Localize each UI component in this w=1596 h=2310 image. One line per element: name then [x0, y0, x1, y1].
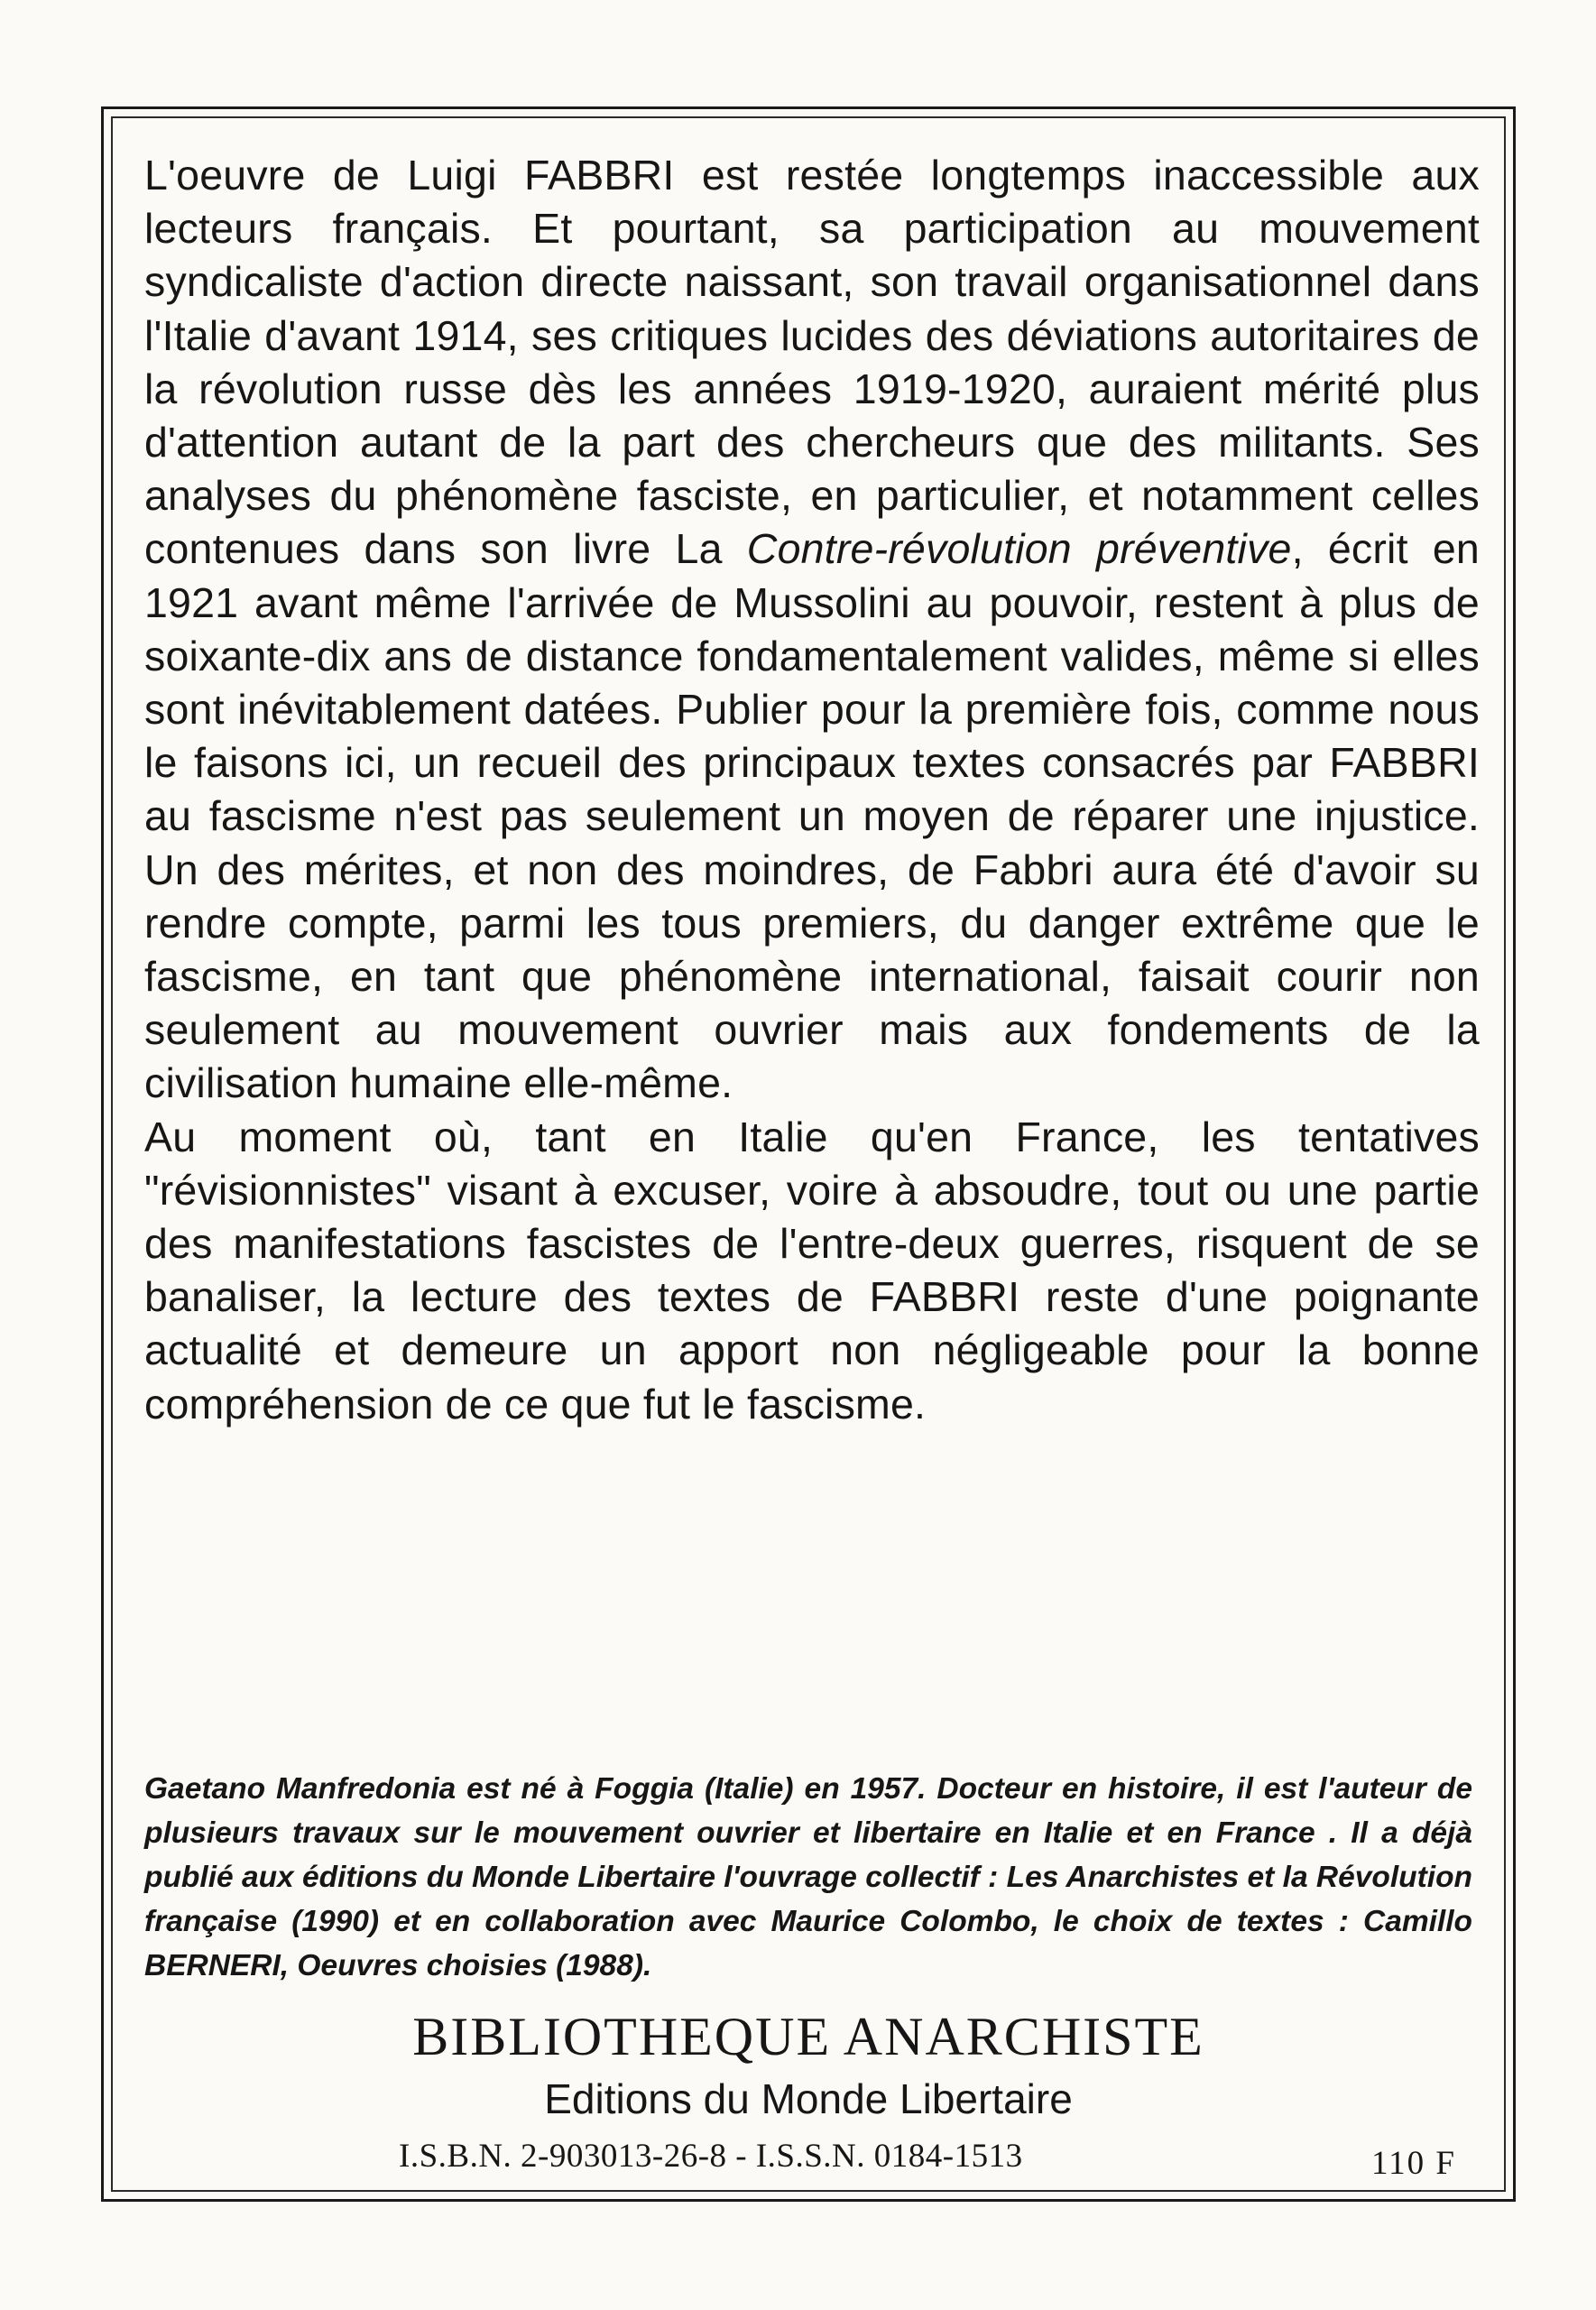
blurb-paragraph-2: Au moment où, tant en Italie qu'en France, les tentatives "révisionnistes" visant à excuser, voire à absoudre, tout ou une partie des manifestations fascistes de l'entre-deux guerres, risquent de se banaliser, la lecture des textes de FABBRI reste d'une poignante actualité et demeure un apport non négligeable pour la bonne compréhension de ce que fut le fascisme.: [144, 1113, 1480, 1428]
blurb-paragraph-1-start: L'oeuvre de Luigi FABBRI est restée longtemps inaccessible aux lecteurs français. Et pourtant, sa participation au mouvement syndicaliste d'action directe naissant, son travail organisationnel dans l'Italie d'avant 1914, ses critiques lucides des déviations autoritaires de la révolution russe dès les années 1919-1920, auraient mérité plus d'attention autant de la part des chercheurs que des militants. Ses analyses du phénomène fasciste, en particulier, et notamment celles contenues dans son livre La: [144, 152, 1480, 573]
blurb-paragraph-1: [144, 149, 1480, 1111]
series-title: BIBLIOTHEQUE ANARCHISTE: [412, 2007, 1204, 2066]
price-label: 110 F: [1371, 2145, 1456, 2182]
publisher-name: Editions du Monde Libertaire: [544, 2075, 1073, 2122]
author-bio: Gaetano Manfredonia est né à Foggia (Italie) en 1957. Docteur en histoire, il est l'auteur de plusieurs travaux sur le mouvement ouvrier et libertaire en Italie et en France . Il a déjà publié aux éditions du Monde Libertaire l'ouvrage collectif : Les Anarchistes et la Révolution française (1990) et en collaboration avec Maurice Colombo, le choix de textes : Camillo BERNERI, Oeuvres choisies (1988).: [144, 1772, 1472, 1982]
blurb-text: [144, 149, 1480, 1431]
blurb-paragraph-1-end: , écrit en 1921 avant même l'arrivée de Mussolini au pouvoir, restent à plus de soixante-dix ans de distance fondamentalement valides, même si elles sont inévitablement datées. Publier pour la première fois, comme nous le faisons ici, un recueil des principaux textes consacrés par FABBRI au fascisme n'est pas seulement un moyen de réparer une injustice. Un des mérites, et non des moindres, de Fabbri aura été d'avoir su rendre compte, parmi les tous premiers, du danger extrême que le fascisme, en tant que phénomène international, faisait courir non seulement au mouvement ouvrier mais aux fondements de la civilisation humaine elle-même.: [144, 525, 1480, 1107]
isbn-issn-line: I.S.B.N. 2-903013-26-8 - I.S.S.N. 0184-1513: [399, 2138, 1023, 2175]
book-title-contre-revolution: Contre-révolution préventive: [746, 525, 1292, 573]
